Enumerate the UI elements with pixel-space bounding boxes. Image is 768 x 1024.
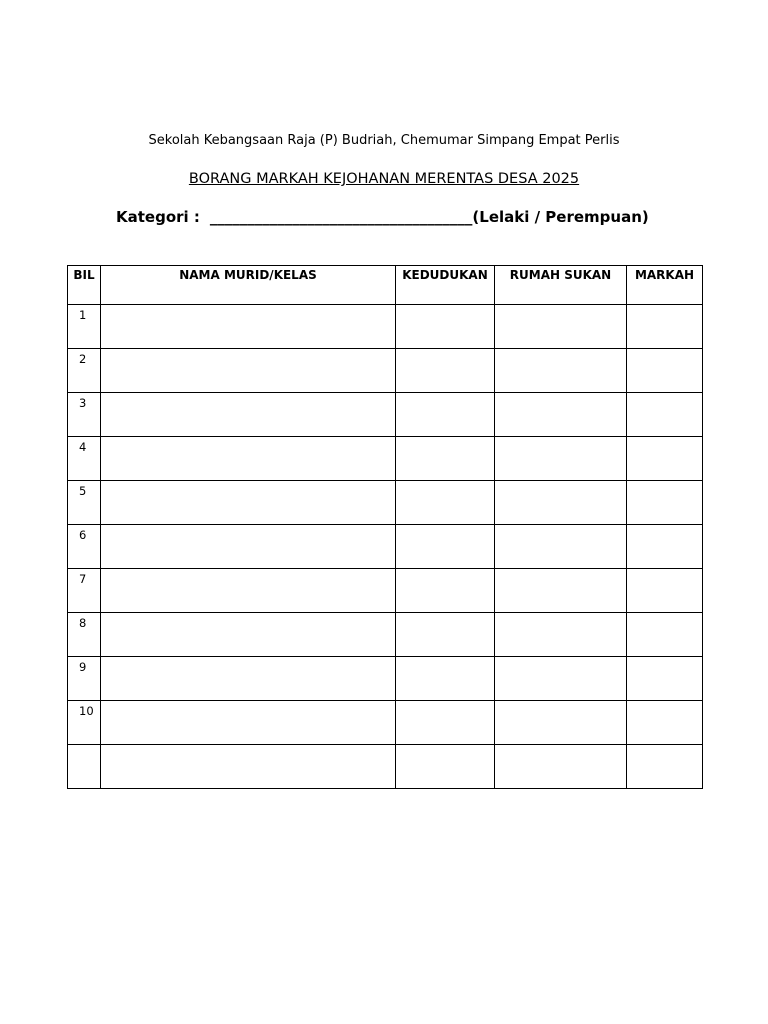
- table-body: [68, 305, 703, 789]
- position-cell[interactable]: [396, 349, 495, 393]
- bil-cell: 9: [68, 657, 101, 701]
- category-line: [116, 207, 676, 228]
- table-row: [68, 393, 703, 437]
- marks-table: [67, 265, 703, 789]
- category-options: (Lelaki / Perempuan): [472, 208, 649, 226]
- header-name: NAMA MURID/KELAS: [101, 266, 396, 305]
- position-cell[interactable]: [396, 437, 495, 481]
- marks-cell[interactable]: [627, 437, 703, 481]
- marks-cell[interactable]: [627, 349, 703, 393]
- name-cell[interactable]: [101, 437, 396, 481]
- bil-cell: 1: [68, 305, 101, 349]
- marks-cell[interactable]: [627, 569, 703, 613]
- name-cell[interactable]: [101, 393, 396, 437]
- marks-cell[interactable]: [627, 745, 703, 789]
- marks-cell[interactable]: [627, 525, 703, 569]
- marks-cell[interactable]: [627, 481, 703, 525]
- name-cell[interactable]: [101, 657, 396, 701]
- house-cell[interactable]: [495, 525, 627, 569]
- house-cell[interactable]: [495, 305, 627, 349]
- school-name: Sekolah Kebangsaan Raja (P) Budriah, Chemumar Simpang Empat Perlis: [148, 133, 620, 148]
- position-cell[interactable]: [396, 481, 495, 525]
- position-cell[interactable]: [396, 745, 495, 789]
- marks-cell[interactable]: [627, 701, 703, 745]
- table-row: [68, 349, 703, 393]
- house-cell[interactable]: [495, 481, 627, 525]
- name-cell[interactable]: [101, 481, 396, 525]
- name-cell[interactable]: [101, 613, 396, 657]
- form-title: BORANG MARKAH KEJOHANAN MERENTAS DESA 2025: [188, 171, 580, 187]
- name-cell[interactable]: [101, 525, 396, 569]
- house-cell[interactable]: [495, 613, 627, 657]
- table-row: [68, 569, 703, 613]
- house-cell[interactable]: [495, 569, 627, 613]
- table-row: [68, 437, 703, 481]
- table-header-row: [68, 266, 703, 305]
- category-blank: ___________________________________: [209, 208, 473, 226]
- bil-cell: 8: [68, 613, 101, 657]
- house-cell[interactable]: [495, 349, 627, 393]
- house-cell[interactable]: [495, 393, 627, 437]
- table-row: [68, 613, 703, 657]
- bil-cell: 6: [68, 525, 101, 569]
- header-bil: BIL: [68, 266, 101, 305]
- name-cell[interactable]: [101, 745, 396, 789]
- position-cell[interactable]: [396, 305, 495, 349]
- marks-cell[interactable]: [627, 657, 703, 701]
- house-cell[interactable]: [495, 657, 627, 701]
- header-position: KEDUDUKAN: [396, 266, 495, 305]
- bil-cell: 4: [68, 437, 101, 481]
- house-cell[interactable]: [495, 437, 627, 481]
- position-cell[interactable]: [396, 613, 495, 657]
- position-cell[interactable]: [396, 393, 495, 437]
- table-row: [68, 745, 703, 789]
- name-cell[interactable]: [101, 349, 396, 393]
- position-cell[interactable]: [396, 657, 495, 701]
- position-cell[interactable]: [396, 525, 495, 569]
- name-cell[interactable]: [101, 569, 396, 613]
- bil-cell: 2: [68, 349, 101, 393]
- marks-cell[interactable]: [627, 305, 703, 349]
- bil-cell: [68, 745, 101, 789]
- bil-cell: 3: [68, 393, 101, 437]
- table-row: [68, 657, 703, 701]
- bil-cell: 5: [68, 481, 101, 525]
- bil-cell: 10: [68, 701, 101, 745]
- marks-cell[interactable]: [627, 613, 703, 657]
- marks-cell[interactable]: [627, 393, 703, 437]
- name-cell[interactable]: [101, 305, 396, 349]
- category-label: Kategori :: [116, 208, 200, 226]
- position-cell[interactable]: [396, 701, 495, 745]
- name-cell[interactable]: [101, 701, 396, 745]
- table-row: [68, 701, 703, 745]
- bil-cell: 7: [68, 569, 101, 613]
- table-row: [68, 481, 703, 525]
- house-cell[interactable]: [495, 745, 627, 789]
- header-marks: MARKAH: [627, 266, 703, 305]
- house-cell[interactable]: [495, 701, 627, 745]
- header-house: RUMAH SUKAN: [495, 266, 627, 305]
- position-cell[interactable]: [396, 569, 495, 613]
- table-row: [68, 525, 703, 569]
- table-row: [68, 305, 703, 349]
